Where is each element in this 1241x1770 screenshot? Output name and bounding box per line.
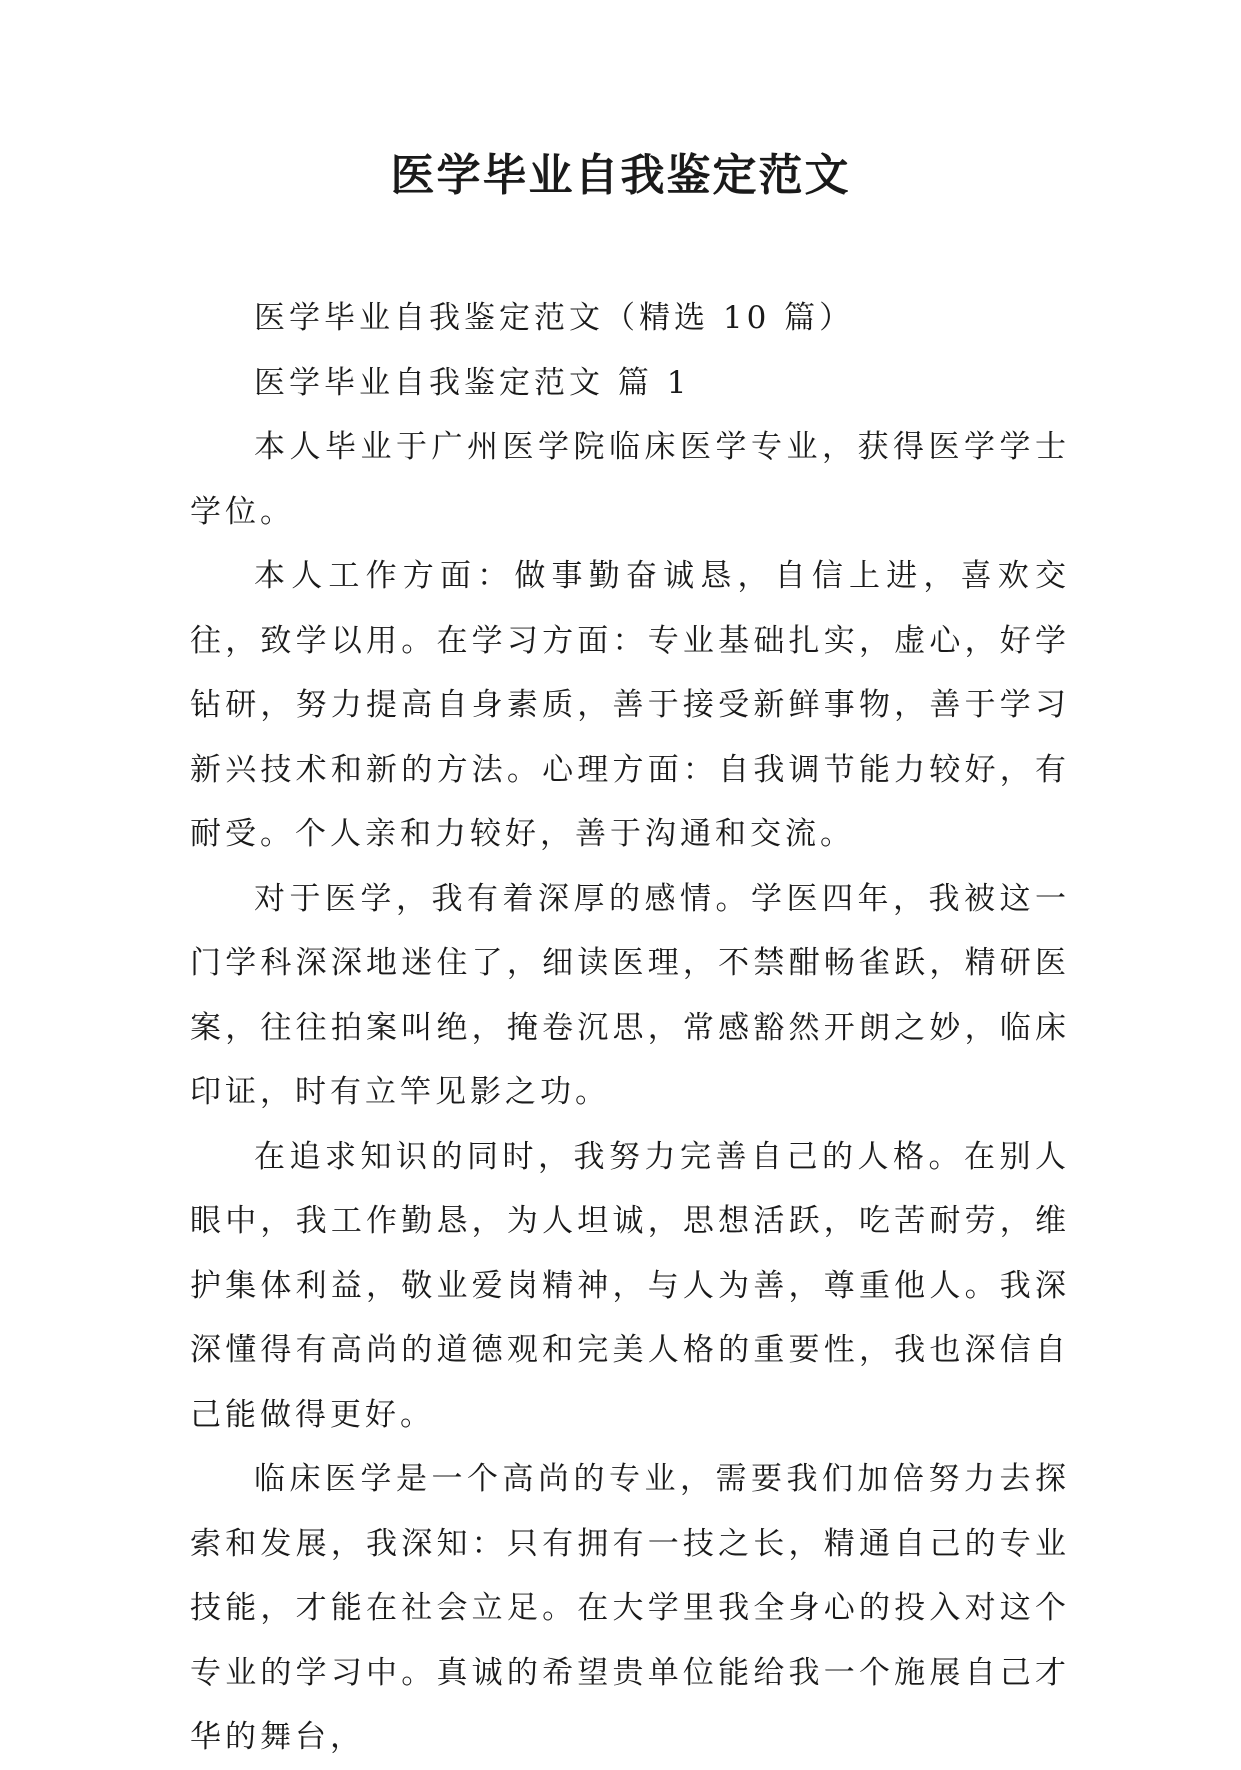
paragraph: 对于医学，我有着深厚的感情。学医四年，我被这一门学科深深地迷住了，细读医理，不禁酣畅雀跃，精研医案，往往拍案叫绝，掩卷沉思，常感豁然开朗之妙，临床印证，时有立竿见影之功。 xyxy=(190,880,1070,1110)
document-subtitle: 医学毕业自我鉴定范文（精选 10 篇） xyxy=(254,300,855,336)
paragraph: 本人毕业于广州医学院临床医学专业，获得医学学士学位。 xyxy=(190,429,1070,530)
paragraph: 临床医学是一个高尚的专业，需要我们加倍努力去探索和发展，我深知：只有拥有一技之长，精通自己的专业技能，才能在社会立足。在大学里我全身心的投入对这个专业的学习中。真诚的希望贵单位能给我一个施展自己才华的舞台， xyxy=(190,1461,1070,1755)
document-body xyxy=(190,286,1070,1770)
paragraph: 本人工作方面：做事勤奋诚恳，自信上进，喜欢交往，致学以用。在学习方面：专业基础扎实，虚心，好学钻研，努力提高自身素质，善于接受新鲜事物，善于学习新兴技术和新的方法。心理方面：自我调节能力较好，有耐受。个人亲和力较好，善于沟通和交流。 xyxy=(190,558,1070,852)
section-heading: 医学毕业自我鉴定范文 篇 1 xyxy=(254,364,691,401)
paragraph: 在追求知识的同时，我努力完善自己的人格。在别人眼中，我工作勤恳，为人坦诚，思想活跃，吃苦耐劳，维护集体利益，敬业爱岗精神，与人为善，尊重他人。我深深懂得有高尚的道德观和完美人格的重要性，我也深信自己能做得更好。 xyxy=(190,1138,1070,1433)
document-title: 医学毕业自我鉴定范文 xyxy=(390,150,851,201)
